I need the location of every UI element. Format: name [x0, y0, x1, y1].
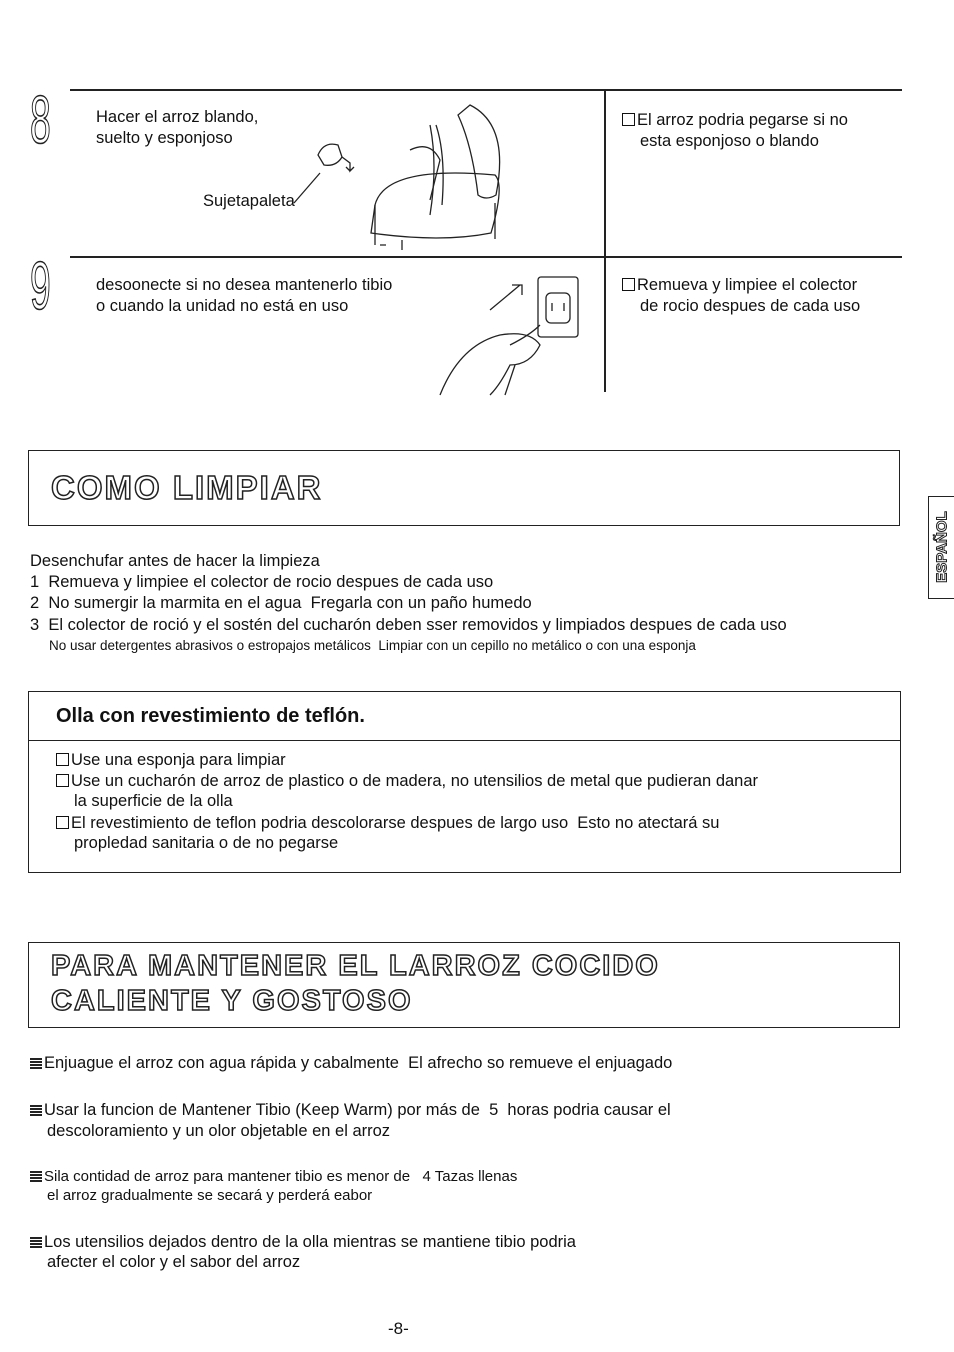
step-9-note-line-2: de rocio despues de cada uso: [640, 297, 861, 315]
tip-2-line-2: descoloramiento y un olor objetable en el arroz: [47, 1122, 391, 1140]
tip-bullet-icon: [30, 1057, 42, 1069]
cleaning-item-2: 2 No sumergir la marmita en el agua Fregarla con un paño humedo: [30, 594, 532, 612]
cleaning-item-1: 1 Remueva y limpiee el colector de rocio despues de cada uso: [30, 573, 494, 591]
cleaning-footnote: No usar detergentes abrasivos o estropajos metálicos Limpiar con un cepillo no metálico o con una esponja: [49, 638, 696, 653]
teflon-line-2: Use un cucharón de arroz de plastico o de madera, no utensilios de metal que pudieran danar: [56, 771, 758, 792]
tip-4-line-2: afecter el color y el sabor del arroz: [47, 1253, 301, 1271]
tip-bullet-icon: [30, 1104, 42, 1116]
mantener-title-line-1: PARA MANTENER EL LARROZ COCIDO: [51, 950, 660, 982]
teflon-line-5: propledad sanitaria o de no pegarse: [74, 834, 339, 852]
tip-bullet-icon: [30, 1170, 42, 1182]
teflon-heading-rule: [29, 740, 900, 741]
step-8-text-line-1: Hacer el arroz blando,: [96, 108, 259, 126]
tip-3-line-1: Sila contidad de arroz para mantener tibio es menor de 4 Tazas llenas: [30, 1166, 517, 1187]
como-limpiar-title-box: [28, 450, 900, 526]
teflon-line-3: la superficie de la olla: [74, 792, 233, 810]
tip-4-line-1: Los utensilios dejados dentro de la olla mientras se mantiene tibio podria: [30, 1232, 576, 1253]
como-limpiar-title: COMO LIMPIAR: [51, 469, 323, 506]
step-9-top-rule: [70, 256, 902, 258]
teflon-line-4: El revestimiento de teflon podria descolorarse despues de largo uso Esto no atectará su: [56, 813, 719, 834]
checkbox-icon: [56, 774, 69, 787]
sujetapaleta-callout: Sujetapaleta: [203, 192, 295, 210]
teflon-line-1: Use una esponja para limpiar: [56, 750, 286, 771]
checkbox-icon: [622, 278, 635, 291]
step-9-number: 9: [30, 248, 51, 324]
tip-bullet-icon: [30, 1236, 42, 1248]
checkbox-icon: [56, 753, 69, 766]
checkbox-icon: [622, 113, 635, 126]
step-9-text-line-2: o cuando la unidad no está en uso: [96, 297, 349, 315]
checkbox-icon: [56, 816, 69, 829]
tip-2-line-1: Usar la funcion de Mantener Tibio (Keep Warm) por más de 5 horas podria causar el: [30, 1100, 671, 1121]
step-8-divider: [604, 89, 606, 257]
language-side-tab: [928, 496, 954, 599]
mantener-title-box: [28, 942, 900, 1028]
step-8-note-line-1: El arroz podria pegarse si no: [622, 110, 848, 131]
cleaning-intro: Desenchufar antes de hacer la limpieza: [30, 552, 320, 570]
step-9-divider: [604, 256, 606, 392]
page-number: -8-: [388, 1319, 409, 1338]
cleaning-item-3: 3 El colector de roció y el sostén del cucharón deben sser removidos y limpiados despues de cada uso: [30, 616, 787, 634]
step-9-note-line-1: Remueva y limpiee el colector: [622, 275, 857, 296]
tip-3-line-2: el arroz gradualmente se secará y perderá eabor: [47, 1187, 373, 1204]
step-9-text-line-1: desoonecte si no desea mantenerlo tibio: [96, 276, 393, 294]
step-8-text-line-2: suelto y esponjoso: [96, 129, 233, 147]
mantener-title-line-2: CALIENTE Y GOSTOSO: [51, 985, 413, 1017]
rice-cooker-illustration: [280, 95, 600, 255]
side-tab-label: ESPAÑOL: [933, 511, 951, 583]
step-8-number: 8: [30, 82, 51, 158]
step-8-note-line-2: esta esponjoso o blando: [640, 132, 819, 150]
tip-1: Enjuague el arroz con agua rápida y cabalmente El afrecho so remueve el enjuagado: [30, 1053, 672, 1074]
teflon-heading: Olla con revestimiento de teflón.: [56, 705, 365, 727]
step-8-top-rule: [70, 89, 902, 91]
unplug-illustration: [430, 265, 590, 400]
